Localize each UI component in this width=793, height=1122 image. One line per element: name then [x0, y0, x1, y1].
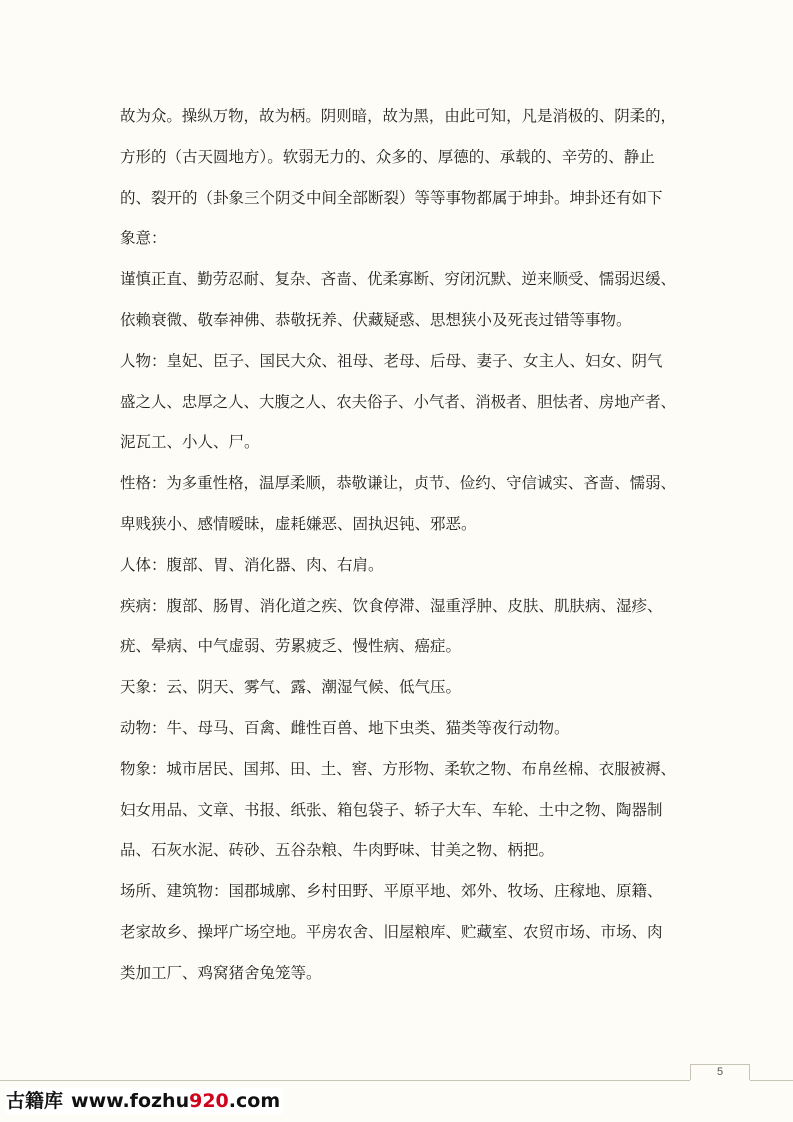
footer-rule-right [750, 1080, 793, 1081]
text-line [120, 626, 680, 667]
text-line [120, 178, 680, 219]
text-line [120, 586, 680, 627]
text-line-content: 卑贱狭小、感情暧昧，虚耗嫌恶、固执迟钝、邪恶。 [120, 514, 477, 533]
text-line-content: 依赖衰微、敬奉神佛、恭敬抚养、伏藏疑惑、思想狭小及死丧过错等事物。 [120, 310, 632, 329]
text-line [120, 790, 680, 831]
text-line [120, 749, 680, 790]
text-line-content: 场所、建筑物：国郡城廓、乡村田野、平原平地、郊外、牧场、庄稼地、原籍、 [120, 882, 663, 901]
watermark-url-suffix: .com [228, 1090, 281, 1112]
text-line [120, 96, 680, 137]
text-line-content: 妇女用品、文章、书报、纸张、箱包袋子、轿子大车、车轮、土中之物、陶器制 [120, 800, 663, 819]
text-line [120, 218, 680, 259]
watermark-banner [6, 1088, 282, 1114]
text-line-content: 类加工厂、鸡窝猪舍兔笼等。 [120, 963, 322, 982]
text-line-content: 人体：腹部、胃、消化器、肉、右肩。 [120, 555, 384, 574]
text-line [120, 708, 680, 749]
text-line-content: 天象：云、阴天、雾气、露、潮湿气候、低气压。 [120, 678, 462, 697]
text-line [120, 830, 680, 871]
text-line-content: 盛之人、忠厚之人、大腹之人、农夫俗子、小气者、消极者、胆怯者、房地产者、 [120, 392, 677, 411]
text-line-content: 故为众。操纵万物，故为柄。阴则暗，故为黑，由此可知，凡是消极的、阴柔的， [120, 107, 677, 125]
text-line-content: 谨慎正直、勤劳忍耐、复杂、吝啬、优柔寡断、穷闭沉默、逆来顺受、懦弱迟缓、 [120, 270, 677, 289]
text-line [120, 504, 680, 545]
text-line [120, 912, 680, 953]
text-line-content: 动物：牛、母马、百禽、雌性百兽、地下虫类、猫类等夜行动物。 [120, 718, 570, 737]
text-line-content: 象意： [120, 229, 167, 248]
text-line-content: 疣、晕病、中气虚弱、劳累疲乏、慢性病、癌症。 [120, 637, 462, 656]
text-line-content: 方形的（古天圆地方）。软弱无力的、众多的、厚德的、承载的、辛劳的、静止 [120, 147, 655, 166]
text-line [120, 871, 680, 912]
text-line [120, 137, 680, 178]
text-line [120, 545, 680, 586]
text-line [120, 259, 680, 300]
watermark-brand: 古籍库 [6, 1090, 64, 1112]
text-line [120, 300, 680, 341]
document-body [120, 96, 680, 994]
text-line [120, 382, 680, 423]
text-line-content: 人物：皇妃、臣子、国民大众、祖母、老母、后母、妻子、女主人、妇女、阴气 [120, 351, 663, 370]
watermark-url-accent: 920 [189, 1090, 229, 1112]
text-line [120, 422, 680, 463]
text-line [120, 463, 680, 504]
page-number: 5 [716, 1066, 724, 1078]
watermark-url-prefix: www.fozhu [71, 1090, 190, 1112]
text-line-content: 老家故乡、操坪广场空地。平房农舍、旧屋粮库、贮藏室、农贸市场、市场、肉 [120, 922, 663, 941]
text-line [120, 341, 680, 382]
text-line [120, 667, 680, 708]
text-line-content: 疾病：腹部、肠胃、消化道之疾、饮食停滞、湿重浮肿、皮肤、肌肤病、湿疹、 [120, 596, 663, 615]
text-line [120, 953, 680, 994]
text-line-content: 泥瓦工、小人、尸。 [120, 433, 260, 452]
text-line-content: 的、裂开的（卦象三个阴爻中间全部断裂）等等事物都属于坤卦。坤卦还有如下 [120, 188, 663, 207]
text-line-content: 品、石灰水泥、砖砂、五谷杂粮、牛肉野味、甘美之物、柄把。 [120, 841, 555, 860]
footer-rule [0, 1080, 690, 1081]
text-line-content: 性格：为多重性格，温厚柔顺，恭敬谦让，贞节、俭约、守信诚实、吝啬、懦弱、 [120, 474, 677, 493]
text-line-content: 物象：城市居民、国邦、田、土、窖、方形物、柔软之物、布帛丝棉、衣服被褥、 [120, 759, 677, 778]
